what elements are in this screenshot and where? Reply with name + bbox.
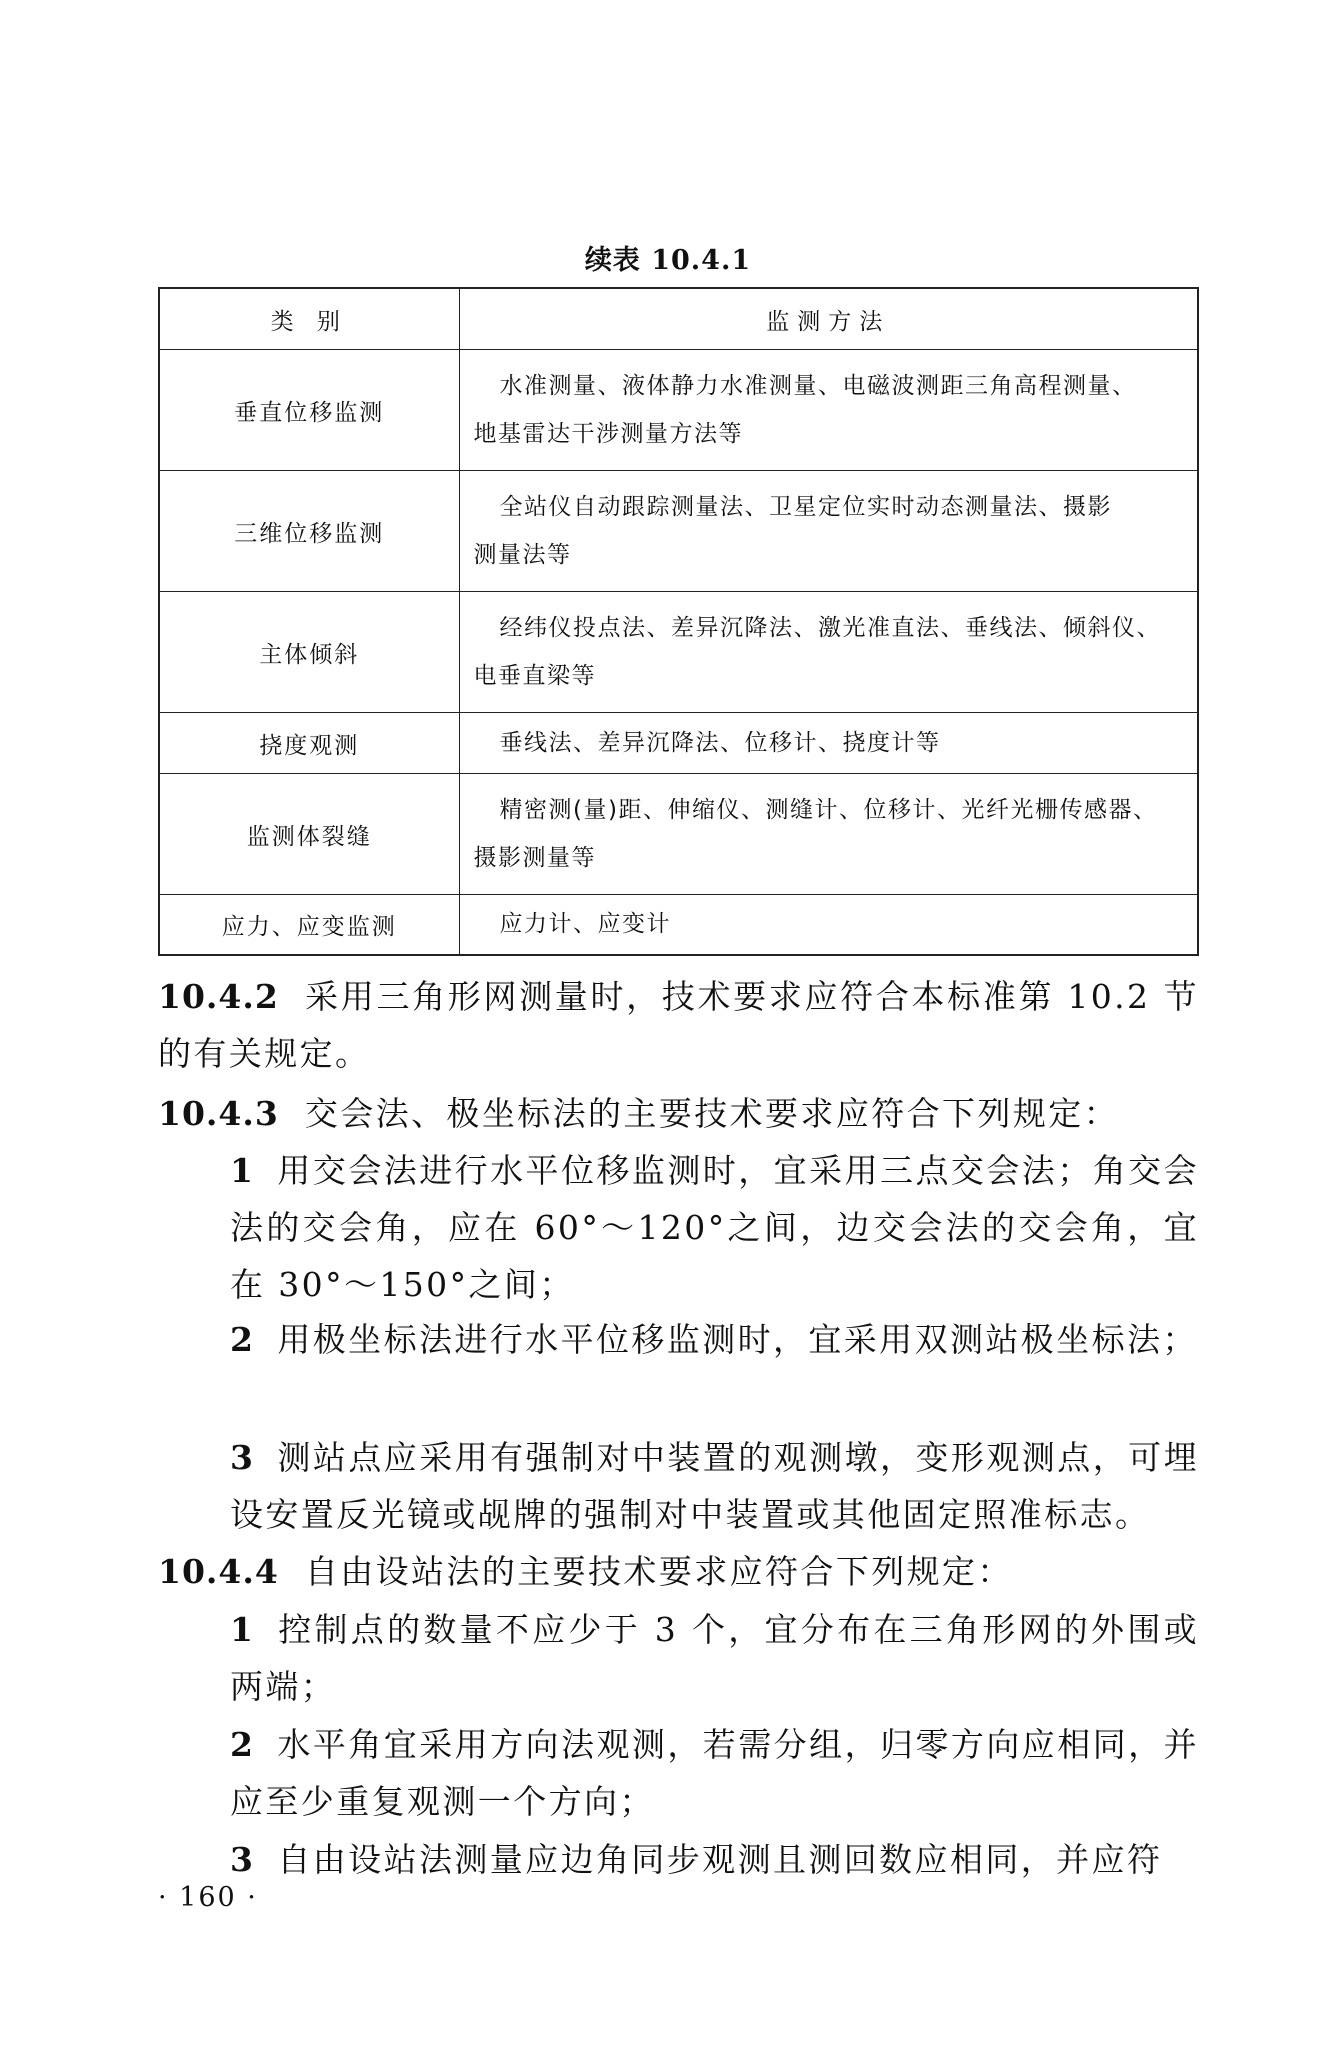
row-method: 全站仪自动跟踪测量法、卫星定位实时动态测量法、摄影 测量法等 bbox=[459, 471, 1198, 592]
clause-item: 3 测站点应采用有强制对中装置的观测墩，变形观测点，可埋设安置反光镜或觇牌的强制对中装置或其他固定照准标志。 bbox=[230, 1438, 1199, 1534]
clause-item: 3 自由设站法测量应边角同步观测且测回数应相同，并应符 bbox=[230, 1840, 1163, 1879]
clause-text: 交会法、极坐标法的主要技术要求应符合下列规定： bbox=[304, 1094, 1120, 1133]
row-method: 水准测量、液体静力水准测量、电磁波测距三角高程测量、 地基雷达干涉测量方法等 bbox=[459, 350, 1198, 471]
item-text: 用极坐标法进行水平位移监测时，宜采用双测站极坐标法； bbox=[277, 1320, 1198, 1359]
clause-number: 10.4.4 bbox=[158, 1552, 279, 1591]
table-row bbox=[159, 592, 1198, 713]
page-number: · 160 · bbox=[158, 1882, 258, 1913]
header-category: 类 别 bbox=[159, 288, 459, 350]
row-category: 挠度观测 bbox=[159, 713, 459, 774]
item-text: 控制点的数量不应少于 3 个，宜分布在三角形网的外围或两端； bbox=[230, 1610, 1199, 1706]
clause-item: 1 控制点的数量不应少于 3 个，宜分布在三角形网的外围或两端； bbox=[230, 1610, 1199, 1706]
row-method: 垂线法、差异沉降法、位移计、挠度计等 bbox=[459, 713, 1198, 774]
table-row bbox=[159, 471, 1198, 592]
clause-text: 自由设站法的主要技术要求应符合下列规定： bbox=[304, 1552, 1013, 1591]
row-method: 精密测(量)距、伸缩仪、测缝计、位移计、光纤光栅传感器、 摄影测量等 bbox=[459, 774, 1198, 895]
row-category: 应力、应变监测 bbox=[159, 895, 459, 955]
item-text: 水平角宜采用方向法观测，若需分组，归零方向应相同，并应至少重复观测一个方向； bbox=[230, 1725, 1199, 1821]
monitoring-methods-table bbox=[158, 287, 1199, 956]
table-title: 续表 10.4.1 bbox=[584, 245, 752, 276]
row-category: 三维位移监测 bbox=[159, 471, 459, 592]
row-method: 经纬仪投点法、差异沉降法、激光准直法、垂线法、倾斜仪、 电垂直梁等 bbox=[459, 592, 1198, 713]
header-method: 监测方法 bbox=[459, 288, 1198, 350]
clause-10-4-4 bbox=[158, 1543, 1199, 1600]
table-row bbox=[159, 895, 1198, 955]
clause-item: 2 水平角宜采用方向法观测，若需分组，归零方向应相同，并应至少重复观测一个方向； bbox=[230, 1725, 1199, 1821]
row-category: 监测体裂缝 bbox=[159, 774, 459, 895]
clause-number: 10.4.3 bbox=[158, 1094, 279, 1133]
row-category: 主体倾斜 bbox=[159, 592, 459, 713]
clause-text: 采用三角形网测量时，技术要求应符合本标准第 10.2 节的有关规定。 bbox=[158, 977, 1199, 1073]
clause-10-4-2 bbox=[158, 968, 1199, 1082]
item-text: 用交会法进行水平位移监测时，宜采用三点交会法；角交会法的交会角，应在 60°～120°之间，边交会法的交会角，宜在 30°～150°之间； bbox=[230, 1151, 1199, 1304]
item-text: 测站点应采用有强制对中装置的观测墩，变形观测点，可埋设安置反光镜或觇牌的强制对中装置或其他固定照准标志。 bbox=[230, 1438, 1199, 1534]
clause-10-4-3 bbox=[158, 1085, 1199, 1142]
table-row bbox=[159, 350, 1198, 471]
table-header-row bbox=[159, 288, 1198, 350]
row-method: 应力计、应变计 bbox=[459, 895, 1198, 955]
row-category: 垂直位移监测 bbox=[159, 350, 459, 471]
clause-item: 2 用极坐标法进行水平位移监测时，宜采用双测站极坐标法； bbox=[230, 1320, 1198, 1359]
table-row bbox=[159, 713, 1198, 774]
item-text: 自由设站法测量应边角同步观测且测回数应相同，并应符 bbox=[277, 1840, 1163, 1879]
clause-item: 1 用交会法进行水平位移监测时，宜采用三点交会法；角交会法的交会角，应在 60°～120°之间，边交会法的交会角，宜在 30°～150°之间； bbox=[230, 1151, 1199, 1304]
clause-number: 10.4.2 bbox=[158, 977, 279, 1016]
table-row bbox=[159, 774, 1198, 895]
